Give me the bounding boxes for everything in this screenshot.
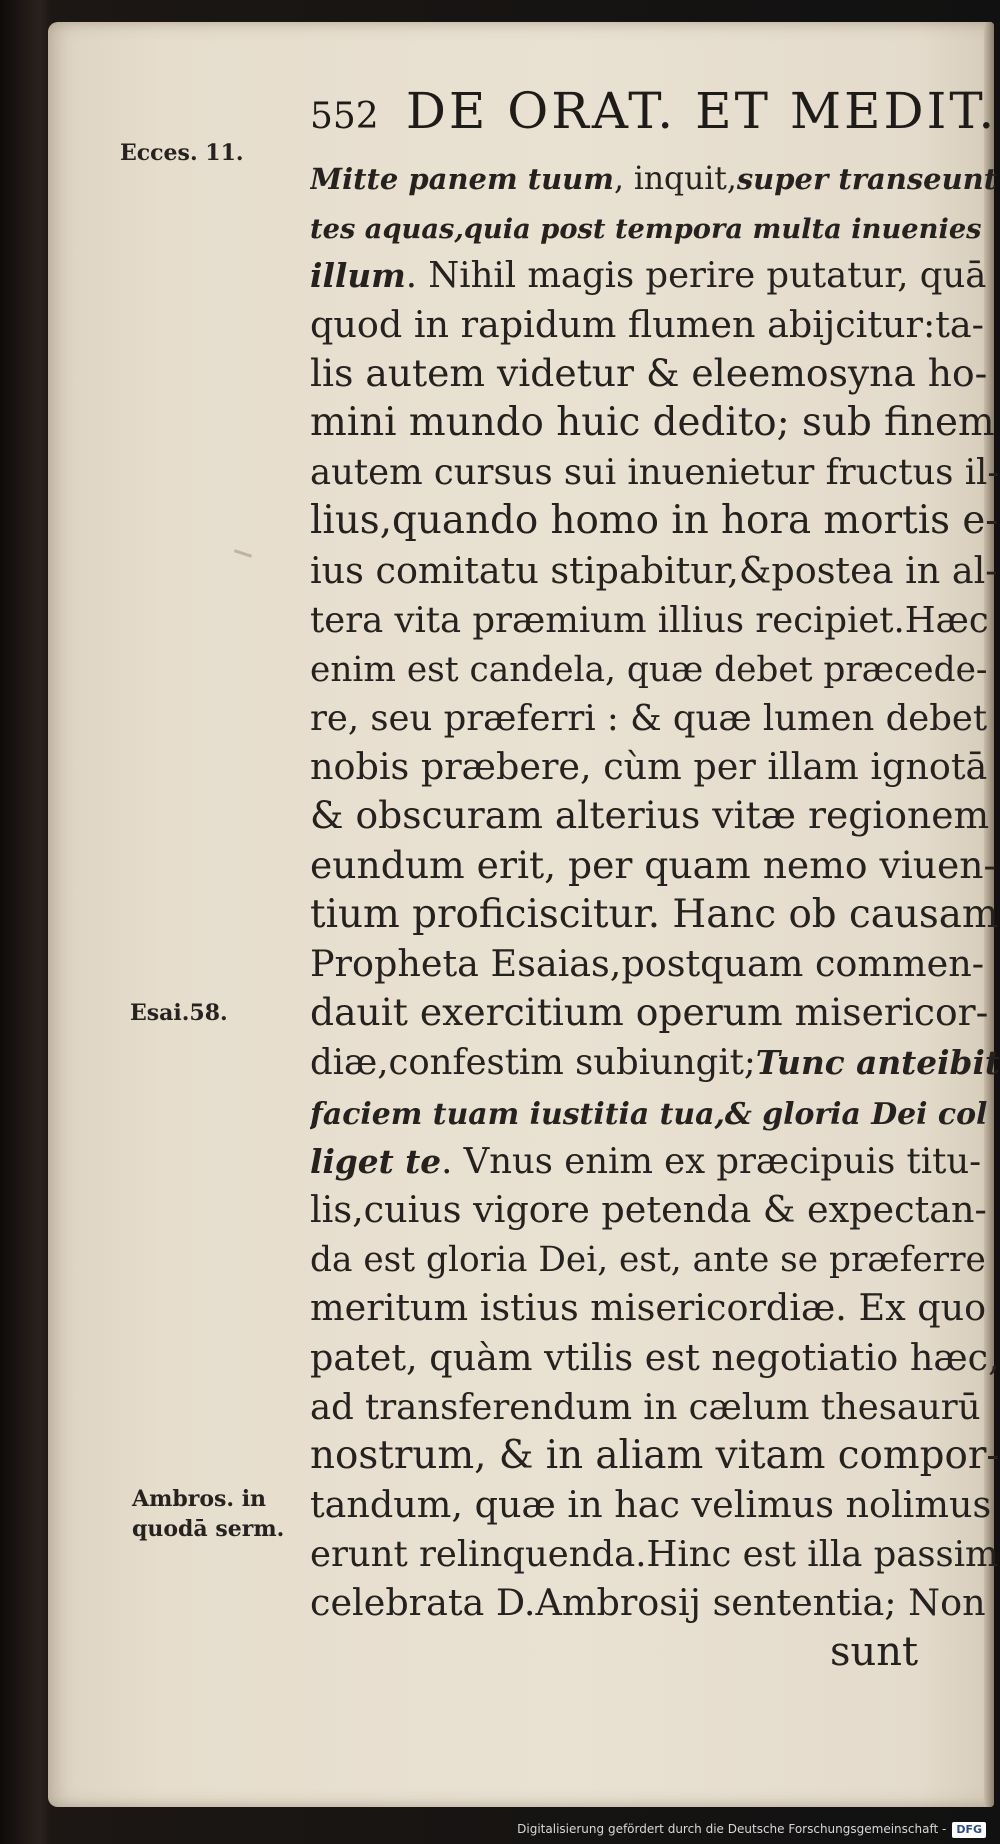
text-segment: tera vita præmium illius recipiet.Hæc: [310, 599, 989, 641]
text-segment: erunt relinquenda.Hinc est illa passim: [310, 1534, 999, 1576]
text-line: [310, 791, 1000, 840]
text-segment: autem cursus sui inuenietur fructus il-: [310, 452, 1000, 494]
marginal-note-ambros-line-1: Ambros. in: [132, 1486, 267, 1512]
text-segment: lis autem videtur & eleemosyna ho-: [310, 350, 988, 395]
text-line: [310, 1480, 1000, 1529]
book-page: [48, 22, 1000, 1807]
text-line: [310, 1578, 1000, 1627]
text-line: [310, 1185, 1000, 1234]
text-segment: & obscuram alterius vitæ regionem: [310, 793, 990, 838]
text-line: [310, 841, 1000, 890]
text-line: [310, 988, 1000, 1037]
text-segment: eundum erit, per quam nemo viuen-: [310, 842, 997, 887]
text-segment: patet, quàm vtilis est negotiatio hæc,: [310, 1335, 1000, 1379]
text-line: [310, 1283, 1000, 1332]
text-segment: . Nihil magis perire putatur, quā: [405, 255, 987, 297]
italic-quote: Tunc anteibit: [755, 1043, 1000, 1083]
text-segment: sunt: [830, 1628, 919, 1675]
footer-text: Digitalisierung gefördert durch die Deutsche Forschungsgemeinschaft -: [517, 1822, 947, 1836]
text-line: [310, 742, 1000, 791]
text-line: [310, 1529, 1000, 1578]
text-line: [310, 1136, 1000, 1185]
text-line: [310, 349, 1000, 398]
text-line: [310, 1431, 1000, 1480]
text-line: [310, 1234, 1000, 1283]
text-line: [310, 152, 1000, 201]
text-segment: tium proficiscitur. Hanc ob causam: [310, 891, 999, 937]
text-line: [310, 1382, 1000, 1431]
text-segment: nobis præbere, cùm per illam ignotā: [310, 745, 988, 789]
text-segment: da est gloria Dei, est, ante se præferre: [310, 1240, 986, 1281]
text-segment: mini mundo huic dedito; sub finem: [310, 399, 995, 445]
marginal-note-esai: Esai.58.: [130, 1000, 228, 1026]
italic-quote: Mitte panem tuum: [310, 162, 614, 196]
text-line: [310, 201, 1000, 250]
text-line: [310, 398, 1000, 447]
text-segment: ius comitatu stipabitur,&postea in al-: [310, 548, 998, 592]
text-segment: re, seu præferri : & quæ lumen debet: [310, 698, 988, 740]
marginal-note-eccl: Ecces. 11.: [120, 140, 244, 166]
text-line: [310, 1087, 1000, 1136]
text-line: [310, 644, 1000, 693]
text-line: [310, 693, 1000, 742]
page-header: [310, 82, 1000, 152]
digitization-footer: [517, 1822, 986, 1838]
italic-quote: faciem tuam iustitia tua,& gloria Dei col: [310, 1096, 988, 1132]
text-line: [310, 300, 1000, 349]
paper-spot: [234, 549, 252, 557]
italic-quote: liget te: [310, 1141, 442, 1181]
italic-quote: tes aquas,quia post tempora multa inuenies: [310, 213, 982, 246]
italic-quote: super transeunt: [736, 162, 998, 196]
text-line: [310, 447, 1000, 496]
text-segment: diæ,confestim subiungit;: [310, 1042, 756, 1084]
text-segment: ad transferendum in cælum thesaurū: [310, 1386, 981, 1428]
text-line: [310, 250, 1000, 299]
text-line: [310, 939, 1000, 988]
text-line: [310, 1037, 1000, 1086]
text-segment: dauit exercitium operum misericor-: [310, 990, 989, 1035]
page-number: 552: [310, 96, 379, 137]
text-segment: Propheta Esaias,postquam commen-: [310, 942, 985, 985]
body-text: [310, 152, 1000, 1677]
text-line: [310, 546, 1000, 595]
marginal-note-ambros: [132, 1484, 284, 1544]
running-title: DE ORAT. ET MEDIT.: [405, 82, 998, 140]
text-segment: meritum istius misericordiæ. Ex quo: [310, 1286, 987, 1330]
text-segment: lius,quando homo in hora mortis e-: [310, 498, 999, 544]
marginal-note-ambros-line-2: quodā serm.: [132, 1516, 285, 1542]
text-segment: celebrata D.Ambrosij sententia; Non: [310, 1581, 986, 1625]
text-segment: nostrum, & in aliam vitam compor-: [310, 1432, 1000, 1478]
text-segment: tandum, quæ in hac velimus nolimus: [310, 1483, 992, 1527]
dfg-logo: DFG: [952, 1822, 986, 1838]
text-line: [310, 890, 1000, 939]
text-segment: quod in rapidum flumen abijcitur:ta-: [310, 302, 985, 346]
text-line: [310, 1333, 1000, 1382]
text-line: [310, 595, 1000, 644]
text-segment: enim est candela, quæ debet præcede-: [310, 649, 988, 690]
italic-quote: illum: [310, 256, 406, 296]
text-segment: , inquit,: [613, 161, 737, 197]
text-line: [310, 1628, 1000, 1677]
text-segment: lis,cuius vigore petenda & expectan-: [310, 1187, 987, 1231]
text-line: [310, 496, 1000, 545]
text-segment: . Vnus enim ex præcipuis titu-: [441, 1140, 982, 1182]
